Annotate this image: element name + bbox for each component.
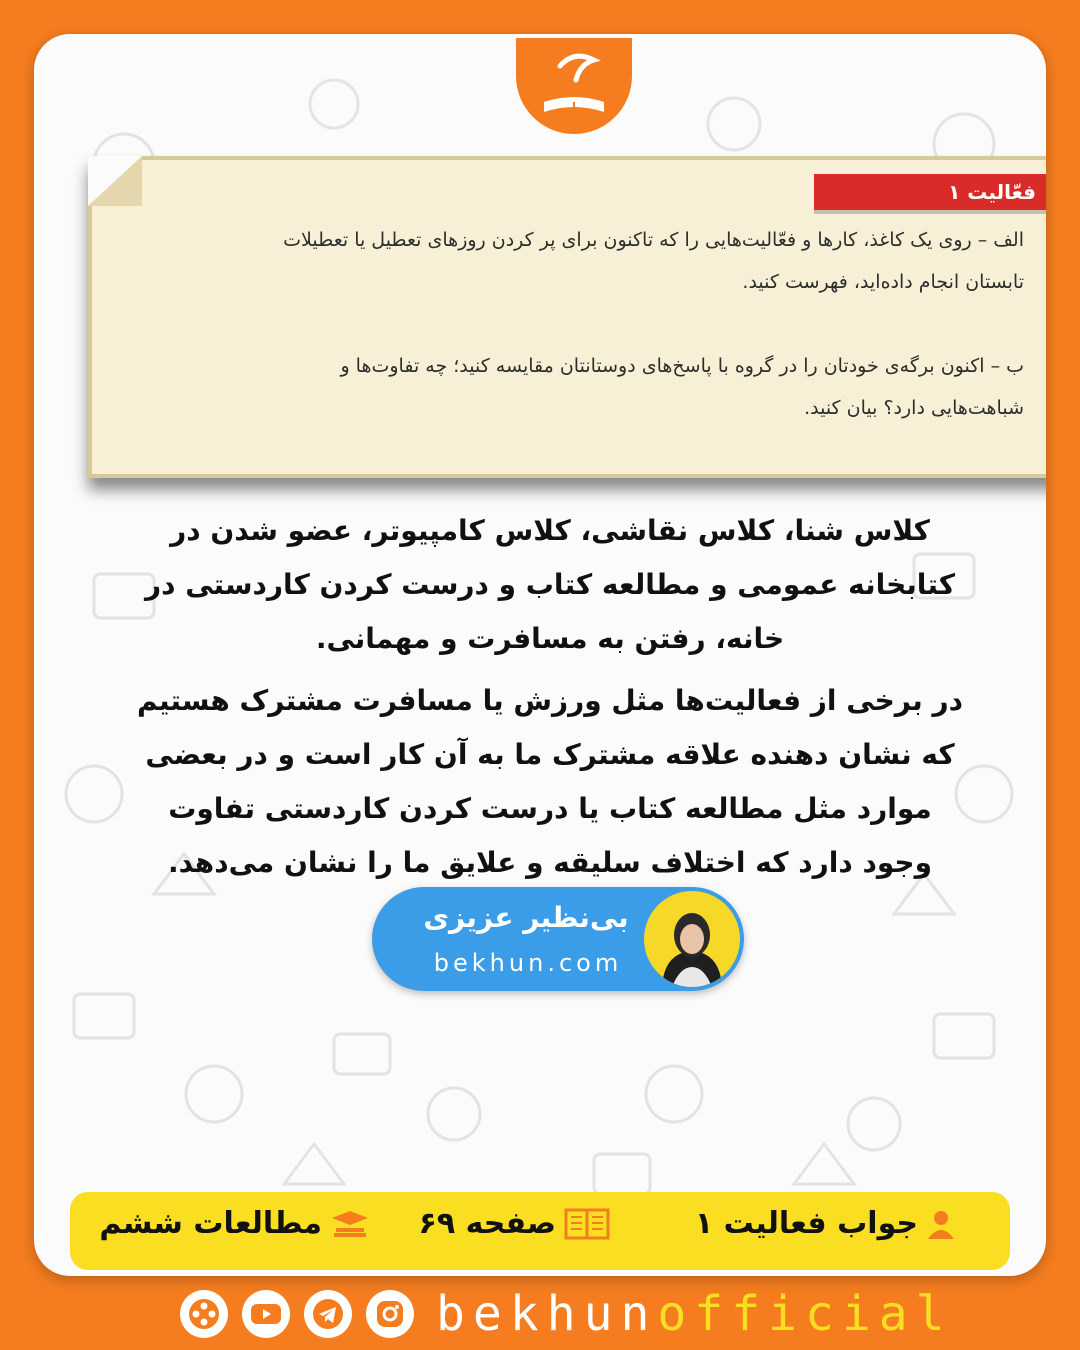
book-icon: [564, 1207, 610, 1241]
answer-line: موارد مثل مطالعه کتاب یا درست کردن کاردستی تفاوت: [168, 792, 932, 825]
author-badge[interactable]: [372, 887, 744, 991]
question-a-line-1: الف – روی یک کاغذ، کارها و فعّالیت‌هایی را که تاکنون برای پر کردن روزهای تعطیل یا تعطیلات: [283, 229, 1024, 251]
brand-handle[interactable]: [436, 1286, 953, 1342]
footer-page: [419, 1206, 610, 1241]
graduation-books-icon: [330, 1209, 370, 1239]
teacher-icon: [926, 1209, 956, 1239]
footer-subject-label: مطالعات ششم: [99, 1206, 322, 1241]
answer-line: که نشان دهنده علاقه مشترک ما به آن کار است و در بعضی: [145, 738, 955, 771]
question-b-line-2: شباهت‌هایی دارد؟ بیان کنید.: [804, 397, 1024, 419]
author-name: بی‌نظیر عزیزی: [423, 901, 629, 934]
answer-line: در برخی از فعالیت‌ها مثل ورزش یا مسافرت مشترک هستیم: [137, 684, 963, 717]
answer-line: خانه، رفتن به مسافرت و مهمانی.: [315, 622, 785, 655]
film-icon[interactable]: [180, 1290, 228, 1338]
footer-subject: [99, 1206, 370, 1241]
footer-page-label: صفحه ۶۹: [418, 1206, 556, 1241]
brand-part2: official: [657, 1286, 953, 1342]
textbook-excerpt: [88, 156, 1046, 478]
telegram-icon[interactable]: [304, 1290, 352, 1338]
answer-paragraph-1: [100, 504, 1000, 666]
bekhun-logo[interactable]: [516, 38, 632, 134]
youtube-icon[interactable]: [242, 1290, 290, 1338]
answer-line: کلاس شنا، کلاس نقاشی، کلاس کامپیوتر، عضو شدن در: [170, 514, 930, 547]
question-a-line-2: تابستان انجام داده‌اید، فهرست کنید.: [742, 271, 1024, 293]
brand-part1: bekhun: [436, 1286, 658, 1342]
instagram-icon[interactable]: [366, 1290, 414, 1338]
footer-activity: [695, 1206, 956, 1241]
book-logo-icon: [530, 46, 618, 126]
question-b-line-1: ب – اکنون برگه‌ی خودتان را در گروه با پاسخ‌های دوستانتان مقایسه کنید؛ چه تفاوت‌ها و: [340, 355, 1024, 377]
social-bar: [180, 1286, 953, 1342]
footer-bar: [70, 1192, 1010, 1270]
answer-line: کتابخانه عمومی و مطالعه کتاب و درست کردن کاردستی در: [144, 568, 956, 601]
author-site[interactable]: bekhun.com: [433, 949, 623, 977]
answer-line: وجود دارد که اختلاف سلیقه و علایق ما را نشان می‌دهد.: [167, 846, 932, 879]
answer-paragraph-2: [100, 674, 1000, 890]
activity-badge: فعّالیت ۱: [814, 174, 1046, 214]
content-card: [34, 34, 1046, 1276]
footer-activity-label: جواب فعالیت ۱: [694, 1206, 918, 1241]
avatar: [644, 891, 740, 987]
